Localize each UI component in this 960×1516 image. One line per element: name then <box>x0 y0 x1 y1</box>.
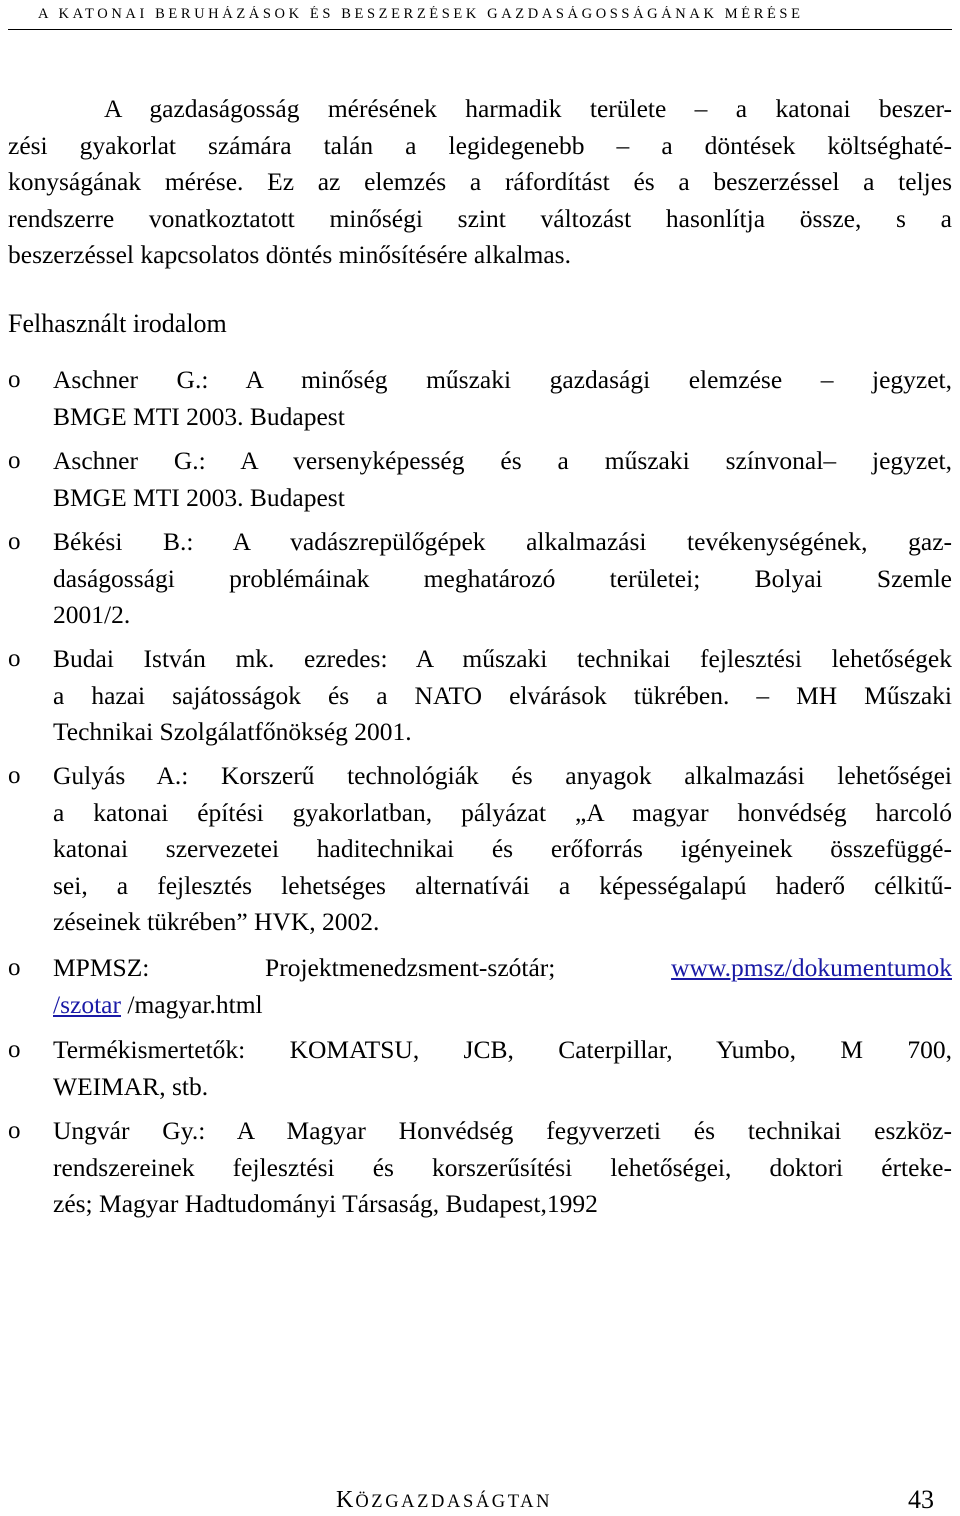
reference-line: a katonai építési gyakorlatban, pályázat „A magyar honvédség harcoló <box>53 797 952 827</box>
reference-line <box>53 987 952 1024</box>
reference-text <box>53 950 952 1023</box>
reference-link[interactable]: www.pmsz/dokumentumok <box>671 953 952 982</box>
reference-line: Békési B.: A vadászrepülőgépek alkalmazási tevékenységének, gaz- <box>53 527 952 556</box>
reference-text <box>53 443 952 516</box>
running-header-first-letter: A <box>38 6 52 22</box>
reference-line: Aschner G.: A versenyképesség és a műszaki színvonal– jegyzet, <box>53 446 952 475</box>
running-header-title: KATONAI BERUHÁZÁSOK ÉS BESZERZÉSEK GAZDASÁGOSSÁGÁNAK MÉRÉSE <box>58 6 804 22</box>
reference-text <box>53 362 952 435</box>
reference-prefix: MPMSZ: Projektmenedzsment-szótár; <box>53 953 556 982</box>
bullet-marker: o <box>8 528 21 555</box>
intro-line: beszerzéssel kapcsolatos döntés minősítésére alkalmas. <box>8 240 571 269</box>
footer-title-first-letter: K <box>336 1487 356 1513</box>
reference-line: rendszereinek fejlesztési és korszerűsítési lehetőségei, doktori érteke- <box>53 1152 952 1182</box>
reference-line: Technikai Szolgálatfőnökség 2001. <box>53 717 412 746</box>
reference-line: BMGE MTI 2003. Budapest <box>53 482 345 512</box>
bullet-marker: o <box>8 1036 21 1063</box>
bullet-marker: o <box>8 645 21 672</box>
bullet-marker: o <box>8 1117 21 1144</box>
header-rule <box>8 29 952 30</box>
reference-link-continued[interactable]: /szotar <box>53 989 121 1019</box>
reference-line: sei, a fejlesztés lehetséges alternatívái a képességalapú haderő célkitű- <box>53 870 952 900</box>
footer-journal-title <box>336 1487 552 1514</box>
reference-suffix: /magyar.html <box>120 989 263 1019</box>
reference-text <box>53 524 952 634</box>
reference-text <box>53 1113 952 1223</box>
reference-line: Termékismertetők: KOMATSU, JCB, Caterpillar, Yumbo, M 700, <box>53 1035 952 1064</box>
reference-text <box>53 758 952 941</box>
footer-title-rest: ÖZGAZDASÁGTAN <box>355 1492 553 1512</box>
intro-line: A gazdaságosság mérésének harmadik területe – a katonai beszer- <box>104 94 952 123</box>
reference-line: Budai István mk. ezredes: A műszaki technikai fejlesztési lehetőségek <box>53 644 952 673</box>
reference-line: Ungvár Gy.: A Magyar Honvédség fegyverzeti és technikai eszköz- <box>53 1116 952 1145</box>
reference-line: Aschner G.: A minőség műszaki gazdasági elemzése – jegyzet, <box>53 365 952 394</box>
bullet-marker: o <box>8 762 21 789</box>
reference-line: WEIMAR, stb. <box>53 1071 209 1101</box>
reference-line: daságossági problémáinak meghatározó területei; Bolyai Szemle <box>53 563 952 593</box>
reference-text <box>53 1032 952 1105</box>
bullet-marker: o <box>8 954 21 981</box>
reference-line: zés; Magyar Hadtudományi Társaság, Budapest,1992 <box>53 1189 598 1218</box>
reference-text <box>53 641 952 751</box>
reference-line: katonai szervezetei haditechnikai és erőforrás igényeinek összefüggé- <box>53 834 952 863</box>
intro-line: rendszerre vonatkoztatott minőségi szint változást hasonlítja össze, s a <box>8 203 952 233</box>
intro-paragraph <box>8 91 952 274</box>
reference-line: Gulyás A.: Korszerű technológiák és anyagok alkalmazási lehetőségei <box>53 761 952 790</box>
page-number: 43 <box>908 1485 934 1514</box>
bullet-marker: o <box>8 366 21 393</box>
intro-line: zési gyakorlat számára talán a legidegenebb – a döntések költséghaté- <box>8 130 952 160</box>
bullet-marker: o <box>8 447 21 474</box>
reference-line: zéseinek tükrében” HVK, 2002. <box>53 907 380 936</box>
intro-line: konyságának mérése. Ez az elemzés a ráfordítást és a beszerzéssel a teljes <box>8 167 952 196</box>
reference-line: a hazai sajátosságok és a NATO elvárások tükrében. – MH Műszaki <box>53 680 952 710</box>
references-heading: Felhasznált irodalom <box>8 309 227 338</box>
reference-line: 2001/2. <box>53 600 131 629</box>
reference-line <box>53 950 952 987</box>
reference-line: BMGE MTI 2003. Budapest <box>53 401 345 431</box>
running-header <box>38 6 928 23</box>
